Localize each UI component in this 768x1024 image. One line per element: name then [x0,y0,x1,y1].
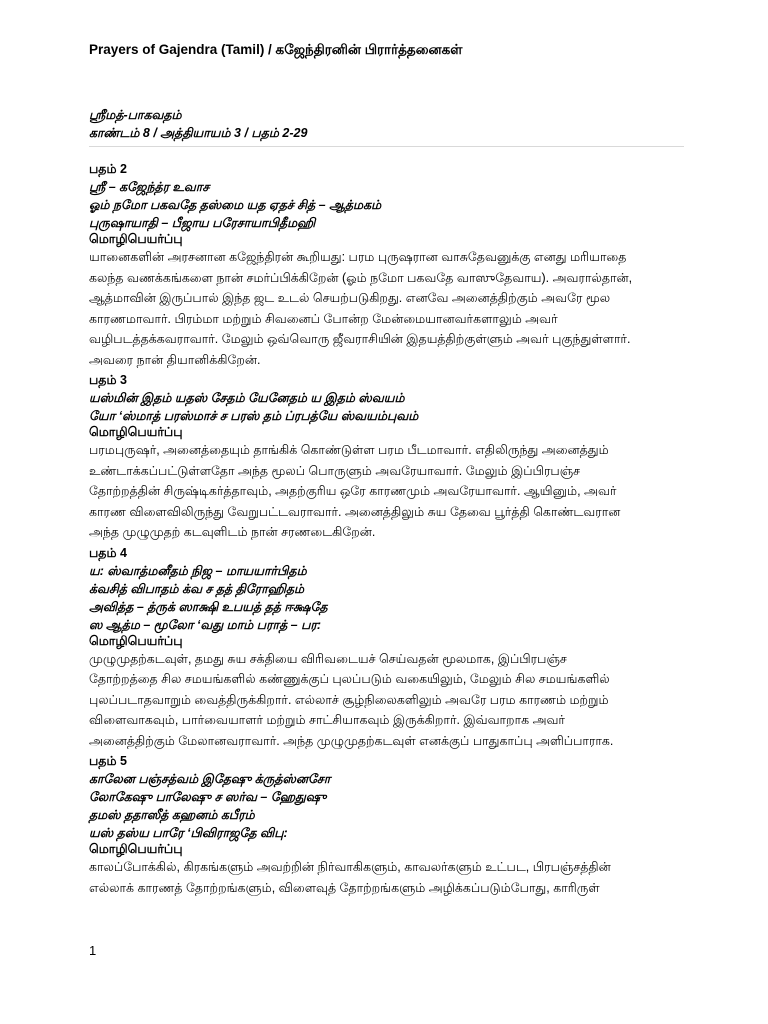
page-number: 1 [89,943,97,958]
document-title: Prayers of Gajendra (Tamil) / கஜேந்திரனின் பிரார்த்தனைகள் [89,42,463,57]
verse-block [89,161,684,370]
sanskrit-line: ய: ஸ்வாத்மனீதம் நிஜ – மாயயார்பிதம் [89,563,307,578]
sanskrit-line: அவித்த – த்ருக் ஸாக்ஷி உபயத் தத் ஈக்ஷதே [89,599,328,614]
translation-line: தோற்றத்தின் சிருஷ்டிகர்த்தாவும், அதற்குரிய ஒரே காரணமும் அவரேயாவார். ஆயினும், அவர் [89,484,617,498]
translation-line: கலந்த வணக்கங்களை நான் சமர்ப்பிக்கிறேன் (ஓம் நமோ பகவதே வாஸுதேவாய). அவரால்தான், [89,270,633,285]
verse-block [89,545,684,752]
translation-line: அந்த முழுமுதற் கடவுளிடம் நான் சரணடைகிறேன். [89,525,376,539]
translation-heading: மொழிபெயர்ப்பு [89,842,183,856]
translation-line: புலப்படாதவாறும் வைத்திருக்கிறார். எல்லாச் சூழ்நிலைகளிலும் அவரே பரம காரணம் மற்றும் [89,692,609,707]
sanskrit-line: யஸ்மின் இதம் யதஸ் சேதம் யேனேதம் ய இதம் ஸ்வயம் [89,391,405,405]
translation-line: ஆத்மாவின் இருப்பால் இந்த ஜட உடல் செயற்படுகிறது. எனவே அனைத்திற்கும் அவரே மூல [89,291,611,305]
translation-line: அவரை நான் தியானிக்கிறேன். [89,352,261,367]
verses-container [89,161,684,898]
translation-line: விளைவாகவும், பார்வையாளர் மற்றும் சாட்சியாகவும் இருக்கிறார். இவ்வாறாக அவர் [89,713,565,727]
sanskrit-line: யஸ் தஸ்ய பாரே ‘பிவிராஜதே விபு: [89,826,288,840]
verse-block [89,753,684,898]
sanskrit-line: ஓம் நமோ பகவதே தஸ்மை யத ஏதச் சித் – ஆத்மகம் [89,198,382,212]
translation-line: முழுமுதற்கடவுள், தமது சுய சக்தியை விரிவடையச் செய்வதன் மூலமாக, இப்பிரபஞ்ச [89,651,567,666]
sanskrit-line: யோ ‘ஸ்மாத் பரஸ்மாச் ச பரஸ் தம் ப்ரபத்யே ஸ்வயம்புவம் [89,409,419,423]
translation-line: காரண விளைவிலிருந்து வேறுபட்டவராவார். அனைத்திலும் சுய தேவை பூர்த்தி கொண்டவரான [89,504,621,519]
translation-line: அனைத்திற்கும் மேலானவராவார். அந்த முழுமுதற்கடவுள் எனக்குப் பாதுகாப்பு அளிப்பாராக. [89,733,614,748]
translation-line: காரணமாவார். பிரம்மா மற்றும் சிவனைப் போன்ற மேன்மையானவர்களாலும் அவர் [89,311,558,326]
verse-label: பதம் 5 [89,754,127,768]
translation-line: காலப்போக்கில், கிரகங்களும் அவற்றின் நிர்வாகிகளும், காவலர்களும் உட்பட, பிரபஞ்சத்தின் [89,860,611,874]
verse-label: பதம் 4 [89,545,127,560]
sanskrit-line: ஸ ஆத்ம – மூலோ ‘வது மாம் பராத் – பர: [89,617,322,632]
translation-line: வழிபடத்தக்கவராவார். மேலும் ஒவ்வொரு ஜீவராசியின் இதயத்திற்குள்ளும் அவர் புகுந்துள்ளார். [89,332,631,346]
verse-block [89,372,684,543]
sanskrit-line: காலேன பஞ்சத்வம் இதேஷு க்ருத்ஸ்னசோ [89,772,331,786]
translation-line: உண்டாக்கப்பட்டுள்ளதோ அந்த மூலப் பொருளும் அவரேயாவார். மேலும் இப்பிரபஞ்ச [89,463,581,478]
translation-heading: மொழிபெயர்ப்பு [89,425,183,439]
translation-line: பரமபுருஷர், அனைத்தையும் தாங்கிக் கொண்டுள்ள பரம பீடமாவார். எதிலிருந்து அனைத்தும் [89,443,609,457]
sanskrit-line: ஸ்ரீ – கஜேந்த்ர உவாச [89,180,210,194]
sanskrit-line: புருஷாயாதி – பீஜாய பரேசாயாபிதீமஹி [89,216,316,230]
sanskrit-line: க்வசித் விபாதம் க்வ ச தத் திரோஹிதம் [89,581,305,596]
source-line-2: காண்டம் 8 / அத்தியாயம் 3 / பதம் 2-29 [89,126,308,140]
translation-line: யானைகளின் அரசனான கஜேந்திரன் கூறியது: பரம புருஷரான வாசுதேவனுக்கு எனது மரியாதை [89,250,627,264]
header-divider [89,146,684,147]
sanskrit-line: தமஸ் ததாஸீத் கஹனம் கபீரம் [89,808,255,822]
sanskrit-line: லோகேஷு பாலேஷு ச ஸர்வ – ஹேதுஷு [89,790,327,804]
source-line-1: ஸ்ரீமத்-பாகவதம் [89,108,182,122]
translation-heading: மொழிபெயர்ப்பு [89,633,183,648]
verse-label: பதம் 2 [89,162,127,176]
document-page [89,40,684,900]
translation-line: தோற்றத்தை சில சமயங்களில் கண்ணுக்குப் புலப்படும் வகையிலும், மேலும் சில சமயங்களில் [89,672,610,686]
translation-line: எல்லாக் காரணத் தோற்றங்களும், விளைவுத் தோற்றங்களும் அழிக்கப்படும்போது, காரிருள் [89,880,600,895]
verse-label: பதம் 3 [89,373,127,387]
translation-heading: மொழிபெயர்ப்பு [89,232,183,246]
